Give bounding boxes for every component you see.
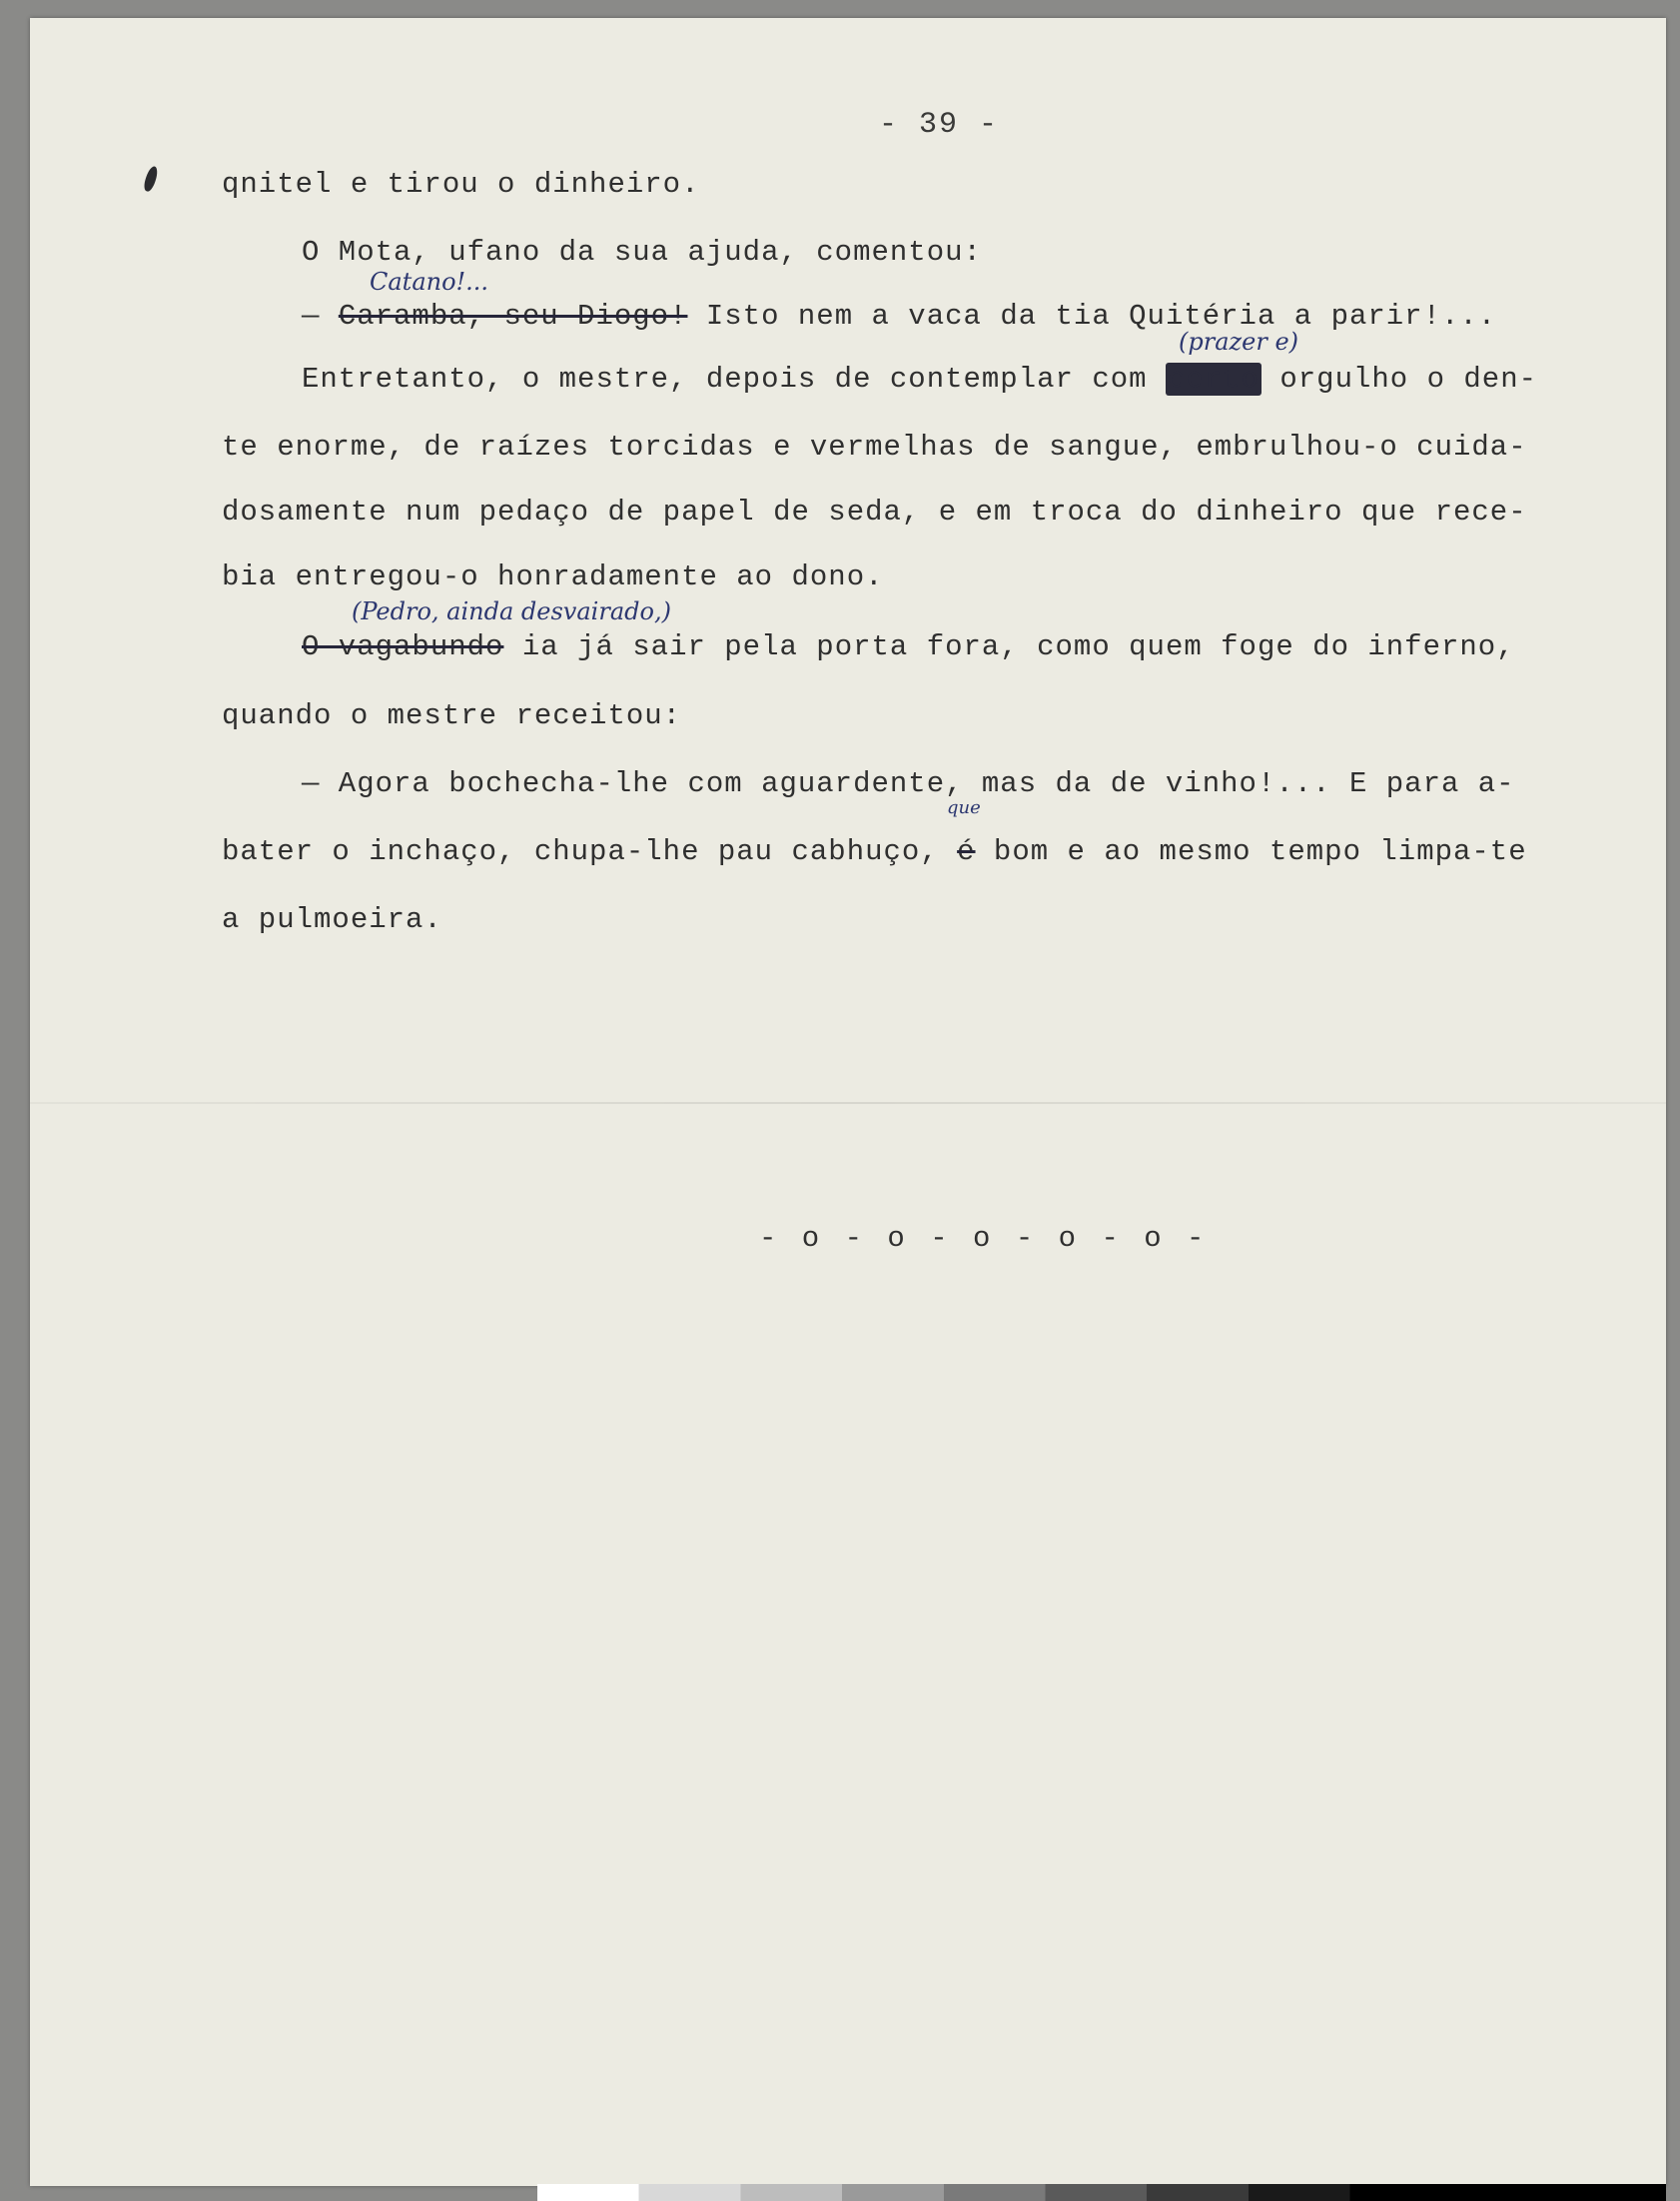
line-text: bater o inchaço, chupa-lhe pau cabhuço, bbox=[222, 835, 958, 868]
text-line: — Agora bochecha-lhe com aguardente, mas da de vinho!... E para a- bbox=[302, 767, 1515, 800]
text-line: te enorme, de raízes torcidas e vermelhas de sangue, embrulhou-o cuida- bbox=[222, 431, 1527, 464]
page-number: - 39 - bbox=[879, 108, 1000, 142]
struck-text: O vagabundo bbox=[302, 630, 504, 663]
line-text: orgulho o den- bbox=[1260, 363, 1537, 396]
struck-text: certo bbox=[1167, 363, 1260, 396]
handwritten-insertion: (prazer e) bbox=[1179, 328, 1299, 356]
ink-blot bbox=[142, 165, 160, 193]
handwritten-insertion: (Pedro, ainda desvairado,) bbox=[352, 597, 671, 625]
paper-fold bbox=[30, 1102, 1666, 1104]
text-line: qnitel e tirou o dinheiro. bbox=[222, 168, 700, 201]
text-line bbox=[302, 300, 1496, 333]
line-text: ia já sair pela porta fora, como quem foge do inferno, bbox=[503, 630, 1515, 663]
handwritten-insertion: que bbox=[947, 797, 981, 818]
struck-text: é bbox=[957, 835, 976, 868]
line-text: Isto nem a vaca da tia Quitéria a parir!... bbox=[687, 300, 1497, 333]
text-line: dosamente num pedaço de papel de seda, e em troca do dinheiro que rece- bbox=[222, 496, 1527, 529]
text-line: quando o mestre receitou: bbox=[222, 699, 682, 732]
text-line: O Mota, ufano da sua ajuda, comentou: bbox=[302, 236, 982, 269]
handwritten-insertion: Catano!... bbox=[370, 268, 489, 296]
text-line bbox=[302, 363, 1537, 396]
struck-text: Caramba, seu Diogo! bbox=[338, 300, 688, 333]
dialogue-dash: — bbox=[302, 300, 321, 333]
text-line: a pulmoeira. bbox=[222, 903, 442, 936]
manuscript-page bbox=[30, 18, 1666, 2186]
text-line bbox=[302, 630, 1515, 663]
section-separator: - o - o - o - o - o - bbox=[759, 1222, 1209, 1255]
line-text: bom e ao mesmo tempo limpa-te bbox=[975, 835, 1527, 868]
text-line: bia entregou-o honradamente ao dono. bbox=[222, 560, 884, 593]
text-line bbox=[222, 835, 1527, 868]
line-text: Entretanto, o mestre, depois de contemplar com bbox=[302, 363, 1166, 396]
scan-calibration-strip bbox=[537, 2184, 1666, 2201]
